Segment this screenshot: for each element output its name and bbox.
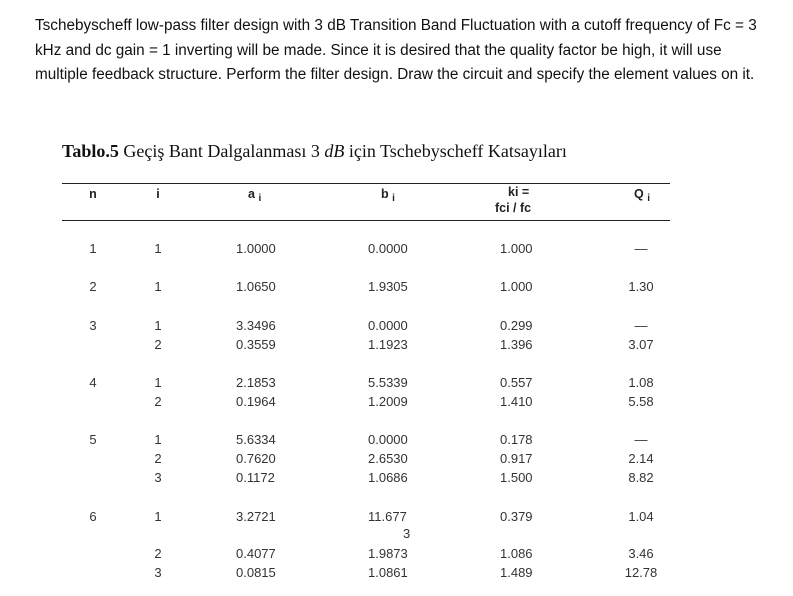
table-cell: 1.086: [500, 546, 533, 561]
table-cell: 3: [154, 470, 162, 485]
table-cell: 0.7620: [236, 451, 276, 466]
table-cell: 0.299: [500, 318, 533, 333]
header-b: b $_i$: [381, 187, 395, 204]
table-cell: 11.677: [368, 509, 407, 524]
table-top-rule: [62, 183, 670, 184]
table-cell: 1.2009: [368, 394, 408, 409]
table-cell: 3.3496: [236, 318, 276, 333]
table-cell: 1.000: [500, 241, 533, 256]
table-cell: 0.917: [500, 451, 533, 466]
table-cell: 1.489: [500, 565, 533, 580]
table-cell: 2.1853: [236, 375, 276, 390]
table-cell: 1.04: [628, 509, 654, 524]
table-cell: 3: [403, 526, 411, 541]
table-cell: 3.2721: [236, 509, 276, 524]
table-cell: 1.0650: [236, 279, 276, 294]
table-cell: 5.58: [628, 394, 654, 409]
table-cell: 2: [89, 279, 97, 294]
table-cell: 1: [154, 509, 162, 524]
table-cell: 0.3559: [236, 337, 276, 352]
table-cell: 3: [89, 318, 97, 333]
header-q: Q $_i$: [634, 187, 650, 204]
table-cell: 2: [154, 546, 162, 561]
header-k: ki =: [508, 185, 530, 199]
table-cell: 3.46: [628, 546, 654, 561]
table-cell: 1.30: [628, 279, 654, 294]
table-cell: 5: [89, 432, 97, 447]
table-title-text-1: Geçiş Bant Dalgalanması 3: [118, 141, 325, 161]
table-cell: 1: [154, 241, 162, 256]
table-cell: 2: [154, 394, 162, 409]
table-cell: 2.14: [628, 451, 654, 466]
header-i: i: [156, 187, 160, 201]
table-cell: 0.4077: [236, 546, 276, 561]
table-cell: 1: [154, 279, 162, 294]
table-cell: 0.178: [500, 432, 533, 447]
table-cell: 1.0686: [368, 470, 408, 485]
table-cell: 3.07: [628, 337, 654, 352]
table-cell: 2: [154, 451, 162, 466]
table-cell: 1: [89, 241, 97, 256]
table-cell: 1.396: [500, 337, 533, 352]
table-cell: —: [634, 318, 648, 333]
table-cell: 0.0815: [236, 565, 276, 580]
table-title-text-2: için Tschebyscheff Katsayıları: [344, 141, 567, 161]
table-cell: —: [634, 241, 648, 256]
header-k-ratio: fci / fc: [495, 201, 532, 215]
problem-statement: Tschebyscheff low-pass filter design with 3 dB Transition Band Fluctuation with a cutoff frequency of Fc = 3 kHz and dc gain = 1 inverting will be made. Since it is desired that the quality factor be high, it will use multiple feedback structure. Perform the filter design. Draw the circuit and specify the element values on it.: [35, 17, 757, 83]
table-cell: 1.9305: [368, 279, 408, 294]
table-title-unit: dB: [324, 141, 345, 161]
table-cell: 0.0000: [368, 432, 408, 447]
table-cell: 0.0000: [368, 241, 408, 256]
table-cell: 0.379: [500, 509, 533, 524]
header-n: n: [89, 187, 97, 201]
table-cell: 1.9873: [368, 546, 408, 561]
table-cell: 6: [89, 509, 97, 524]
table-cell: 1.0000: [236, 241, 276, 256]
table-cell: 8.82: [628, 470, 654, 485]
table-title: [62, 141, 567, 162]
table-header-rule: [62, 220, 670, 221]
table-cell: 4: [89, 375, 97, 390]
table-cell: 2.6530: [368, 451, 408, 466]
table-cell: 1.500: [500, 470, 533, 485]
table-cell: 5.6334: [236, 432, 276, 447]
table-cell: 1: [154, 432, 162, 447]
table-cell: 1.000: [500, 279, 533, 294]
table-cell: 0.557: [500, 375, 533, 390]
table-cell: 1: [154, 318, 162, 333]
table-title-number: Tablo.5: [62, 141, 119, 161]
table-cell: 12.78: [624, 565, 658, 580]
table-cell: 3: [154, 565, 162, 580]
table-cell: 1: [154, 375, 162, 390]
table-cell: 5.5339: [368, 375, 408, 390]
table-cell: 1.1923: [368, 337, 408, 352]
header-a: a $_i$: [248, 187, 262, 204]
table-cell: 0.1172: [236, 470, 275, 485]
table-cell: —: [634, 432, 648, 447]
table-cell: 0.0000: [368, 318, 408, 333]
table-cell: 2: [154, 337, 162, 352]
table-cell: 1.08: [628, 375, 654, 390]
table-cell: 0.1964: [236, 394, 276, 409]
table-cell: 1.0861: [368, 565, 408, 580]
table-cell: 1.410: [500, 394, 533, 409]
